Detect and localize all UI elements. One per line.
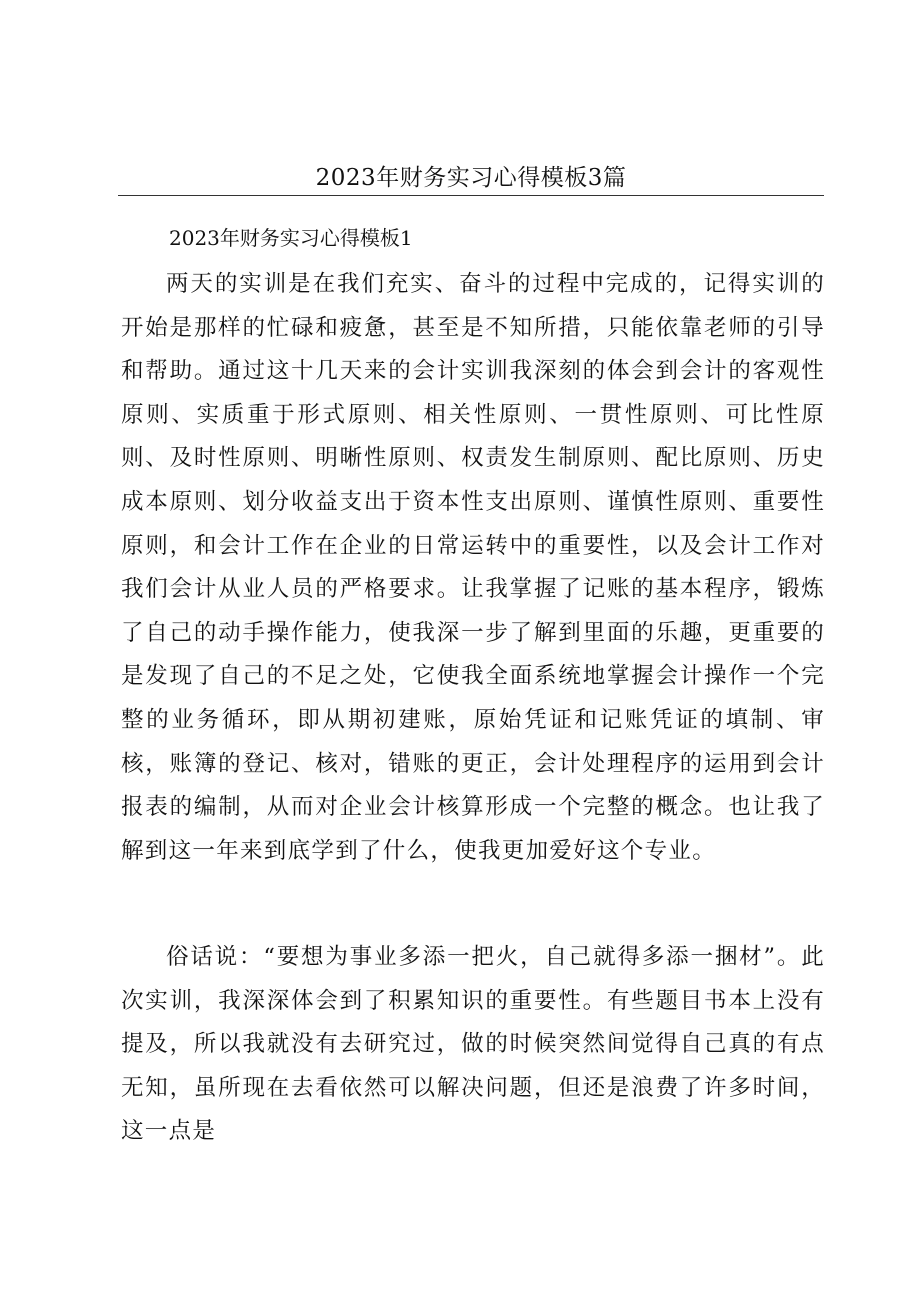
title-underline [118,195,824,196]
section-heading: 2023年财务实习心得模板1 [169,226,413,250]
body-paragraph-1: 两天的实训是在我们充实、奋斗的过程中完成的，记得实训的开始是那样的忙碌和疲惫，甚至是不知所措，只能依靠老师的引导和帮助。通过这十几天来的会计实训我深刻的体会到会计的客观性原则、实质重于形式原则、相关性原则、一贯性原则、可比性原则、及时性原则、明晰性原则、权责发生制原则、配比原则、历史成本原则、划分收益支出于资本性支出原则、谨慎性原则、重要性原则，和会计工作在企业的日常运转中的重要性，以及会计工作对我们会计从业人员的严格要求。让我掌握了记账的基本程序，锻炼了自己的动手操作能力，使我深一步了解到里面的乐趣，更重要的是发现了自己的不足之处，它使我全面系统地掌握会计操作一个完整的业务循环，即从期初建账，原始凭证和记账凭证的填制、审核，账簿的登记、核对，错账的更正，会计处理程序的运用到会计报表的编制，从而对企业会计核算形成一个完整的概念。也让我了解到这一年来到底学到了什么，使我更加爱好这个专业。 [121,271,825,864]
body-paragraph-2: 俗话说：“要想为事业多添一把火，自己就得多添一捆材”。此次实训，我深深体会到了积累知识的重要性。有些题目书本上没有提及，所以我就没有去研究过，做的时候突然间觉得自己真的有点无知，虽所现在去看依然可以解决问题，但还是浪费了许多时间，这一点是 [121,944,825,1145]
document-title: 2023年财务实习心得模板3篇 [315,165,627,191]
